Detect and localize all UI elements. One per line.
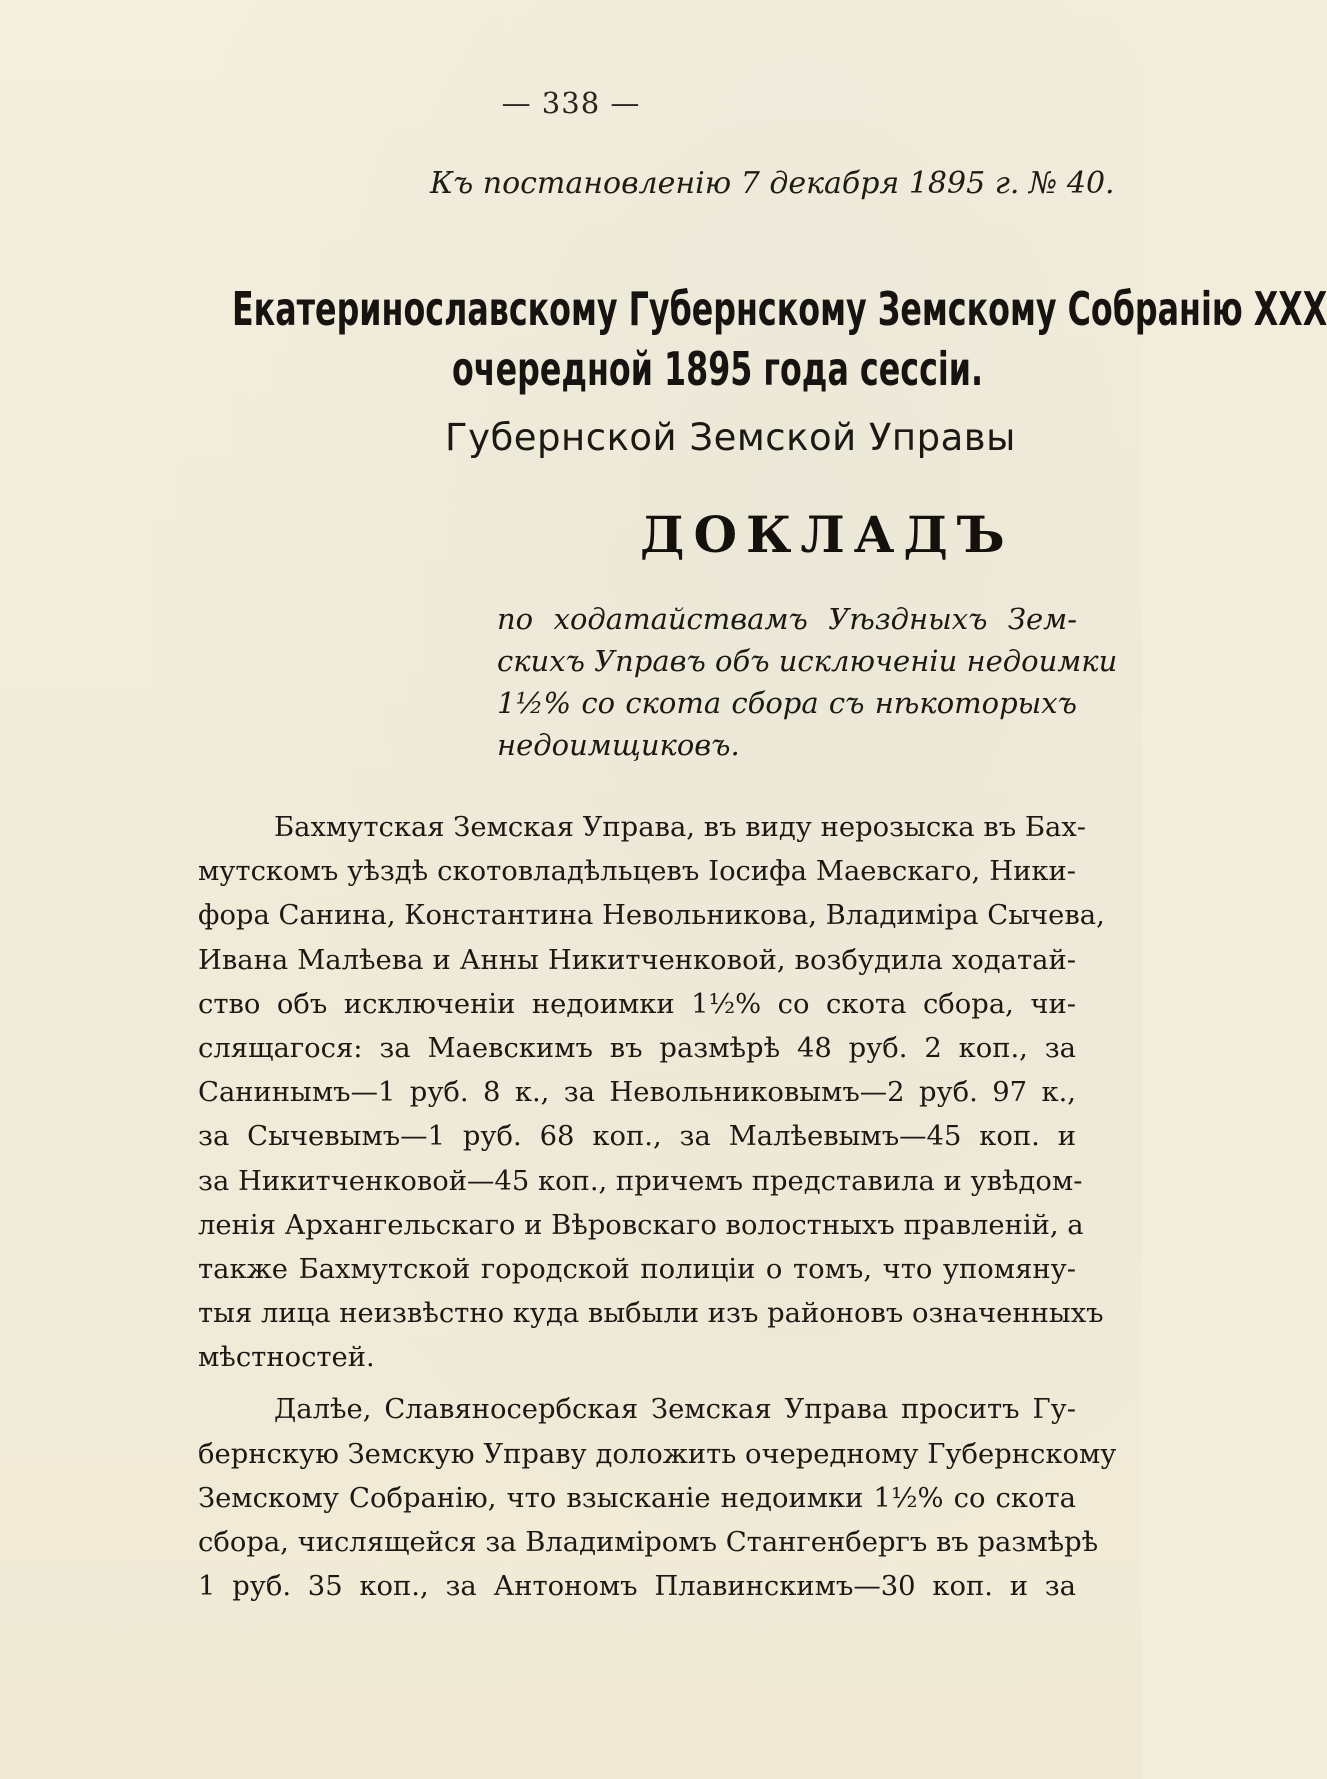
report-body	[198, 806, 1117, 1609]
text-line: Бахмутская Земская Управа, въ виду нерозыска въ Бах-	[274, 812, 1087, 843]
text-line: Ивана Малѣева и Анны Никитченковой, возбудила ходатай-	[198, 944, 1076, 976]
text-line: ленія Архангельскаго и Вѣровскаго волостныхъ правленій, а	[198, 1209, 1084, 1241]
text-line: 1 руб. 35 коп., за Антономъ Плавинскимъ—30 коп. и за	[198, 1571, 1076, 1603]
text-line: мѣстностей.	[198, 1342, 375, 1374]
text-line: Санинымъ—1 руб. 8 к., за Невольниковымъ—2 руб. 97 к.,	[198, 1077, 1076, 1109]
subject-line: по ходатайствамъ Уѣздныхъ Зем-	[497, 602, 1077, 636]
page-number: — 338 —	[501, 86, 641, 120]
text-line: за Сычевымъ—1 руб. 68 коп., за Малѣевымъ—45 коп. и	[198, 1121, 1076, 1153]
resolution-reference: Къ постановленію 7 декабря 1895 г. № 40.	[430, 166, 1115, 201]
text-line: Земскому Собранію, что взысканіе недоимки 1½% со скота	[198, 1482, 1076, 1514]
paragraph-gap	[198, 1380, 1076, 1388]
text-line: сбора, числящейся за Владиміромъ Стангенбергъ въ размѣрѣ	[198, 1527, 1099, 1558]
text-line: Далѣе, Славяносербская Земская Управа проситъ Гу-	[274, 1394, 1076, 1426]
text-line: слящагося: за Маевскимъ въ размѣрѣ 48 руб. 2 коп., за	[198, 1032, 1076, 1064]
issuer-line: Губернской Земской Управы	[445, 416, 1016, 459]
assembly-heading-line-2: очередной 1895 года сессіи.	[452, 342, 984, 396]
document-title: ДОКЛАДЪ	[640, 505, 1014, 564]
subject-line: недоимщиковъ.	[497, 728, 740, 762]
paragraph-slavyanoserbsk	[198, 1388, 1117, 1609]
subject-line: скихъ Управъ объ исключеніи недоимки	[497, 644, 1118, 678]
text-line: ство объ исключеніи недоимки 1½% со скота сбора, чи-	[198, 988, 1076, 1020]
text-line: тыя лица неизвѣстно куда выбыли изъ районовъ означенныхъ	[198, 1298, 1104, 1330]
text-line: мутскомъ уѣздѣ скотовладѣльцевъ Іосифа Маевскаго, Ники-	[198, 856, 1076, 888]
text-line: также Бахмутской городской полиціи о томъ, что упомяну-	[198, 1253, 1076, 1285]
paragraph-bakhmut	[198, 806, 1105, 1380]
report-subject	[497, 598, 1118, 766]
text-line: за Никитченковой—45 коп., причемъ представила и увѣдом-	[198, 1165, 1083, 1197]
assembly-heading-line-1: Екатеринославскому Губернскому Земскому Собранію XXX	[232, 282, 1327, 336]
subject-line: 1½% со скота сбора съ нѣкоторыхъ	[497, 686, 1077, 720]
text-line: бернскую Земскую Управу доложить очередному Губернскому	[198, 1438, 1117, 1470]
text-line: фора Санина, Константина Невольникова, Владиміра Сычева,	[198, 900, 1105, 932]
